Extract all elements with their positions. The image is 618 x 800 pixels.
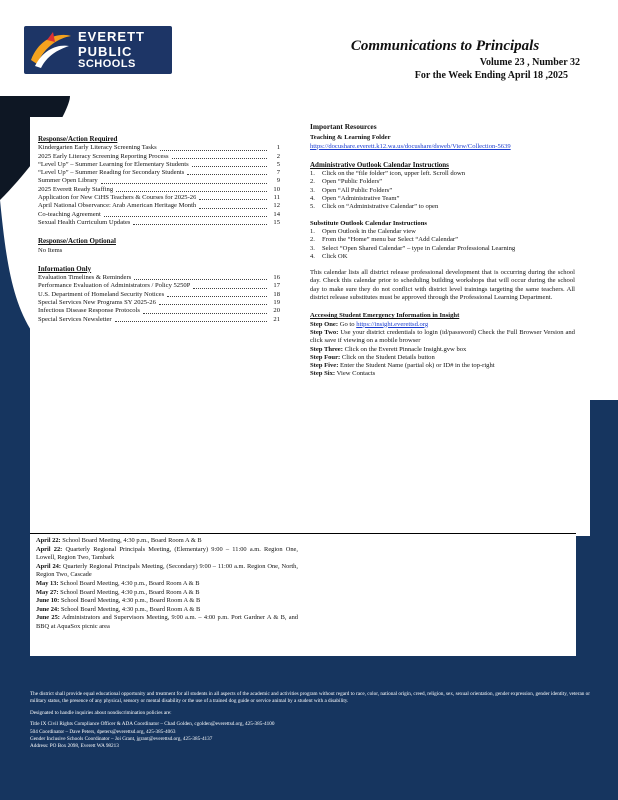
toc-row[interactable]: [38, 153, 280, 161]
toc-dots: [159, 299, 267, 305]
toc-item-text: Co-teaching Agreement: [38, 210, 101, 218]
toc-dots: [101, 177, 267, 183]
step-text: Open “All Public Folders”: [322, 186, 393, 194]
toc-dots: [133, 219, 267, 225]
calendar-event: [36, 614, 298, 631]
information-only-title: Information Only: [38, 264, 92, 273]
event-date: June 25:: [36, 614, 60, 622]
event-text: Quarterly Regional Principals Meeting, (Elementary) 9:00 – 11:00 a.m. Region One, Lowell, Region Two, Tambark: [36, 545, 298, 562]
instruction-step: [310, 228, 575, 236]
logo-swoosh-icon: [29, 30, 73, 70]
toc-dots: [116, 186, 267, 192]
toc-item-text: U.S. Department of Homeland Security Notices: [38, 290, 165, 298]
insight-step-text: Go to: [339, 320, 355, 328]
no-items-text: No Items: [38, 246, 63, 254]
footer-contact-line: Title IX Civil Rights Compliance Officer & ADA Coordinator – Chad Golden, cgolden@everettsd.org, 425-385-4100: [30, 721, 275, 728]
toc-row[interactable]: [38, 291, 280, 299]
toc-item-text: Performance Evaluation of Administrators / Policy 5250P: [38, 282, 191, 290]
insight-step-text: Click on the Everett Pinnacle Insight.gvw box: [344, 345, 467, 353]
calendar-event: [36, 537, 298, 546]
toc-item-text: Application for New CiHS Teachers & Courses for 2025-26: [38, 194, 197, 202]
event-text: School Board Meeting, 4:30 p.m., Board Room A & B: [62, 537, 202, 544]
step-text: Open “Administrative Team”: [322, 195, 400, 203]
insight-link[interactable]: https://insight.everettsd.org: [356, 320, 429, 328]
step-number: 1.: [310, 227, 315, 235]
event-text: School Board Meeting, 4:30 p.m., Board Room A & B: [60, 605, 201, 613]
toc-dots: [143, 307, 267, 313]
toc-page-number: 7: [276, 169, 280, 177]
step-number: 4.: [310, 195, 315, 203]
upcoming-calendar: [36, 537, 298, 632]
toc-page-number: 2: [276, 152, 280, 160]
information-only-list: [38, 274, 280, 324]
footer-contacts: [30, 721, 590, 751]
calendar-event: [36, 606, 298, 615]
insight-step: [310, 346, 575, 354]
step-text: From the “Home” menu bar Select “Add Calendar”: [322, 236, 459, 244]
insight-step-text: Click on the Student Details button: [341, 353, 435, 361]
toc-page-number: 16: [273, 274, 280, 282]
toc-row[interactable]: [38, 194, 280, 202]
nondiscrimination-statement: The district shall provide equal educational opportunity and treatment for all students in all aspects of the academic and activities program without regard to race, color, national origin, creed, religion, sex, sexual orientation, gender expression, gender identity, veteran or military status, the presence of any physical, sensory or mental disability or the use of a trained dog guide or service animal by a student with a disability.: [30, 691, 590, 705]
toc-row[interactable]: [38, 219, 280, 227]
toc-item-text: Infectious Disease Response Protocols: [38, 307, 141, 315]
toc-page-number: 10: [273, 185, 280, 193]
footer-contact-line: 504 Coordinator – Dave Peters, dpeters@everettsd.org, 425-385-4063: [30, 728, 176, 735]
step-text: Open “Public Folders”: [322, 178, 383, 186]
toc-item-text: April National Observance: Arab American Heritage Month: [38, 202, 197, 210]
volume-number: Volume 23 , Number 32: [479, 57, 580, 68]
insight-step: [310, 354, 575, 362]
toc-dots: [199, 202, 267, 208]
footer: [30, 691, 590, 751]
instruction-step: [310, 170, 575, 178]
toc-item-text: Special Services New Programs SY 2025-26: [38, 299, 156, 307]
response-required-title: Response/Action Required: [38, 135, 118, 143]
admin-outlook-title: Administrative Outlook Calendar Instructions: [310, 160, 449, 169]
event-date: April 22:: [36, 537, 61, 544]
step-text: Open Outlook in the Calendar view: [322, 227, 416, 235]
logo-line-3: SCHOOLS: [78, 58, 136, 70]
insight-step: [310, 321, 575, 329]
week-ending: For the Week Ending April 18 ,2025: [414, 70, 568, 81]
instruction-step: [310, 195, 575, 203]
toc-item-text: “Level Up” – Summer Learning for Elementary Students: [38, 160, 189, 168]
event-date: May 13:: [36, 579, 59, 587]
response-optional-title: Response/Action Optional: [38, 237, 116, 246]
sub-outlook-title: Substitute Outlook Calendar Instructions: [310, 219, 427, 227]
toc-page-number: 12: [273, 202, 280, 210]
step-number: 2.: [310, 236, 315, 244]
calendar-event: [36, 597, 298, 606]
admin-outlook-steps: [310, 170, 575, 211]
toc-page-number: 18: [273, 290, 280, 298]
insight-step-label: Step Three:: [310, 345, 343, 353]
event-text: School Board Meeting, 4:30 p.m., Board Room A & B: [60, 579, 200, 587]
toc-dots: [104, 211, 267, 217]
calendar-event: [36, 563, 298, 580]
sub-outlook-steps: [310, 228, 575, 261]
tl-folder-title: Teaching & Learning Folder: [310, 134, 391, 142]
toc-row[interactable]: [38, 307, 280, 315]
toc-page-number: 20: [273, 307, 280, 315]
right-column: [310, 123, 575, 379]
calendar-event: [36, 546, 298, 563]
event-date: April 22:: [36, 545, 63, 553]
section-divider: [30, 533, 576, 534]
toc-row[interactable]: [38, 299, 280, 307]
designated-contacts-intro: Designated to handle inquiries about nondiscrimination policies are:: [30, 709, 172, 716]
insight-step-label: Step Four:: [310, 353, 341, 361]
step-number: 1.: [310, 170, 315, 178]
instruction-step: [310, 236, 575, 244]
toc-dots: [192, 161, 267, 167]
toc-row[interactable]: [38, 144, 280, 152]
toc-page-number: 1: [276, 144, 280, 152]
district-logo: [24, 26, 172, 74]
step-number: 4.: [310, 252, 315, 260]
toc-page-number: 15: [273, 218, 280, 226]
toc-dots: [167, 291, 267, 297]
toc-dots: [193, 282, 267, 288]
toc-item-text: Evaluation Timelines & Reminders: [38, 274, 132, 282]
step-text: Click on the “file folder” icon, upper left. Scroll down: [322, 170, 466, 178]
toc-page-number: 14: [273, 210, 280, 218]
toc-page-number: 9: [276, 177, 280, 185]
step-number: 3.: [310, 186, 315, 194]
logo-line-1: EVERETT: [78, 29, 145, 44]
toc-row[interactable]: [38, 186, 280, 194]
calendar-event: [36, 589, 298, 598]
toc-page-number: 5: [276, 160, 280, 168]
event-text: Administrators and Supervisors Meeting, 9:00 a.m. – 4:00 p.m. Port Gardner A & B, and BBQ at AquaSox picnic area: [36, 614, 298, 630]
event-date: May 27:: [36, 588, 59, 596]
calendar-event: [36, 580, 298, 589]
toc-dots: [199, 194, 267, 200]
toc-dots: [134, 274, 267, 280]
toc-item-text: 2025 Everett Ready Staffing: [38, 185, 114, 193]
instruction-step: [310, 253, 575, 261]
tl-folder-link[interactable]: https://docushare.everett.k12.wa.us/docushare/dsweb/View/Collection-5639: [310, 142, 511, 150]
footer-contact-line: Address: PO Box 2098, Everett WA 98213: [30, 743, 119, 750]
event-text: School Board Meeting, 4:30 p.m., Board Room A & B: [60, 588, 200, 596]
insight-step-text: Use your district credentials to login (id/password) Check the Full Browser Version and click save if viewing on a mobile browser: [310, 328, 575, 345]
toc-row[interactable]: [38, 202, 280, 210]
footer-contact-line: Gender Inclusive Schools Coordinator – Joi Grant, jgrant@everettsd.org, 425-385-4137: [30, 736, 213, 743]
event-date: June 10:: [36, 597, 60, 605]
step-number: 2.: [310, 178, 315, 186]
toc-item-text: Sexual Health Curriculum Updates: [38, 218, 131, 226]
toc-row[interactable]: [38, 169, 280, 177]
toc-dots: [187, 169, 267, 175]
event-date: April 24:: [36, 562, 61, 570]
insight-step: [310, 362, 575, 370]
insight-step-text: View Contacts: [336, 370, 376, 378]
sub-calendar-note: This calendar lists all district release professional development that is occurring during the school day. Check this calendar prior to scheduling building workshops that will occur during the school day to make sure they do not conflict with district level trainings targeting the same teachers. All district release substitutes must be approved through the Professional Learning Department.: [310, 269, 575, 302]
toc-page-number: 21: [273, 315, 280, 323]
important-resources-title: Important Resources: [310, 122, 377, 131]
event-text: Quarterly Regional Principals Meeting, (Secondary) 9:00 – 11:00 a.m. Region One, North, Region Two, Cascade: [36, 562, 298, 579]
step-text: Click OK: [322, 252, 348, 260]
toc-page-number: 17: [273, 282, 280, 290]
toc-item-text: “Level Up” – Summer Reading for Secondary Students: [38, 169, 185, 177]
toc-row[interactable]: [38, 177, 280, 185]
toc-row[interactable]: [38, 274, 280, 282]
event-date: June 24:: [36, 605, 60, 613]
toc-row[interactable]: [38, 161, 280, 169]
event-text: School Board Meeting, 4:30 p.m., Board Room A & B: [60, 597, 201, 605]
instruction-step: [310, 178, 575, 186]
insight-step-text: Enter the Student Name (partial ok) or ID# in the top-right: [340, 362, 495, 370]
response-required-list: [38, 144, 280, 227]
toc-item-text: Kindergarten Early Literacy Screening Tasks: [38, 144, 157, 152]
insight-title: Accessing Student Emergency Information in Insight: [310, 312, 460, 320]
insight-step-label: Step Six:: [310, 370, 336, 378]
step-text: Select “Open Shared Calendar” – type in Calendar Professional Learning: [322, 244, 516, 252]
insight-steps: [310, 321, 575, 379]
toc-dots: [115, 316, 267, 322]
toc-dots: [172, 153, 267, 159]
instruction-step: [310, 187, 575, 195]
step-text: Click on “Administrative Calendar” to open: [322, 203, 439, 211]
toc-row[interactable]: [38, 211, 280, 219]
newsletter-title: Communications to Principals: [350, 38, 540, 54]
toc-item-text: Special Services Newsletter: [38, 315, 112, 323]
step-number: 5.: [310, 203, 315, 211]
step-number: 3.: [310, 244, 315, 252]
toc-item-text: Summer Open Library: [38, 177, 98, 185]
instruction-step: [310, 245, 575, 253]
left-column: [38, 135, 280, 324]
toc-page-number: 19: [273, 299, 280, 307]
toc-row[interactable]: [38, 316, 280, 324]
toc-item-text: 2025 Early Literacy Screening Reporting Process: [38, 152, 169, 160]
toc-dots: [160, 144, 267, 150]
insight-step-label: Step Five:: [310, 362, 339, 370]
toc-row[interactable]: [38, 282, 280, 290]
insight-step-label: Step One:: [310, 320, 339, 328]
logo-line-2: PUBLIC: [78, 44, 133, 59]
insight-step: [310, 329, 575, 346]
instruction-step: [310, 203, 575, 211]
toc-page-number: 11: [273, 194, 280, 202]
insight-step-label: Step Two:: [310, 328, 339, 336]
insight-step: [310, 370, 575, 378]
